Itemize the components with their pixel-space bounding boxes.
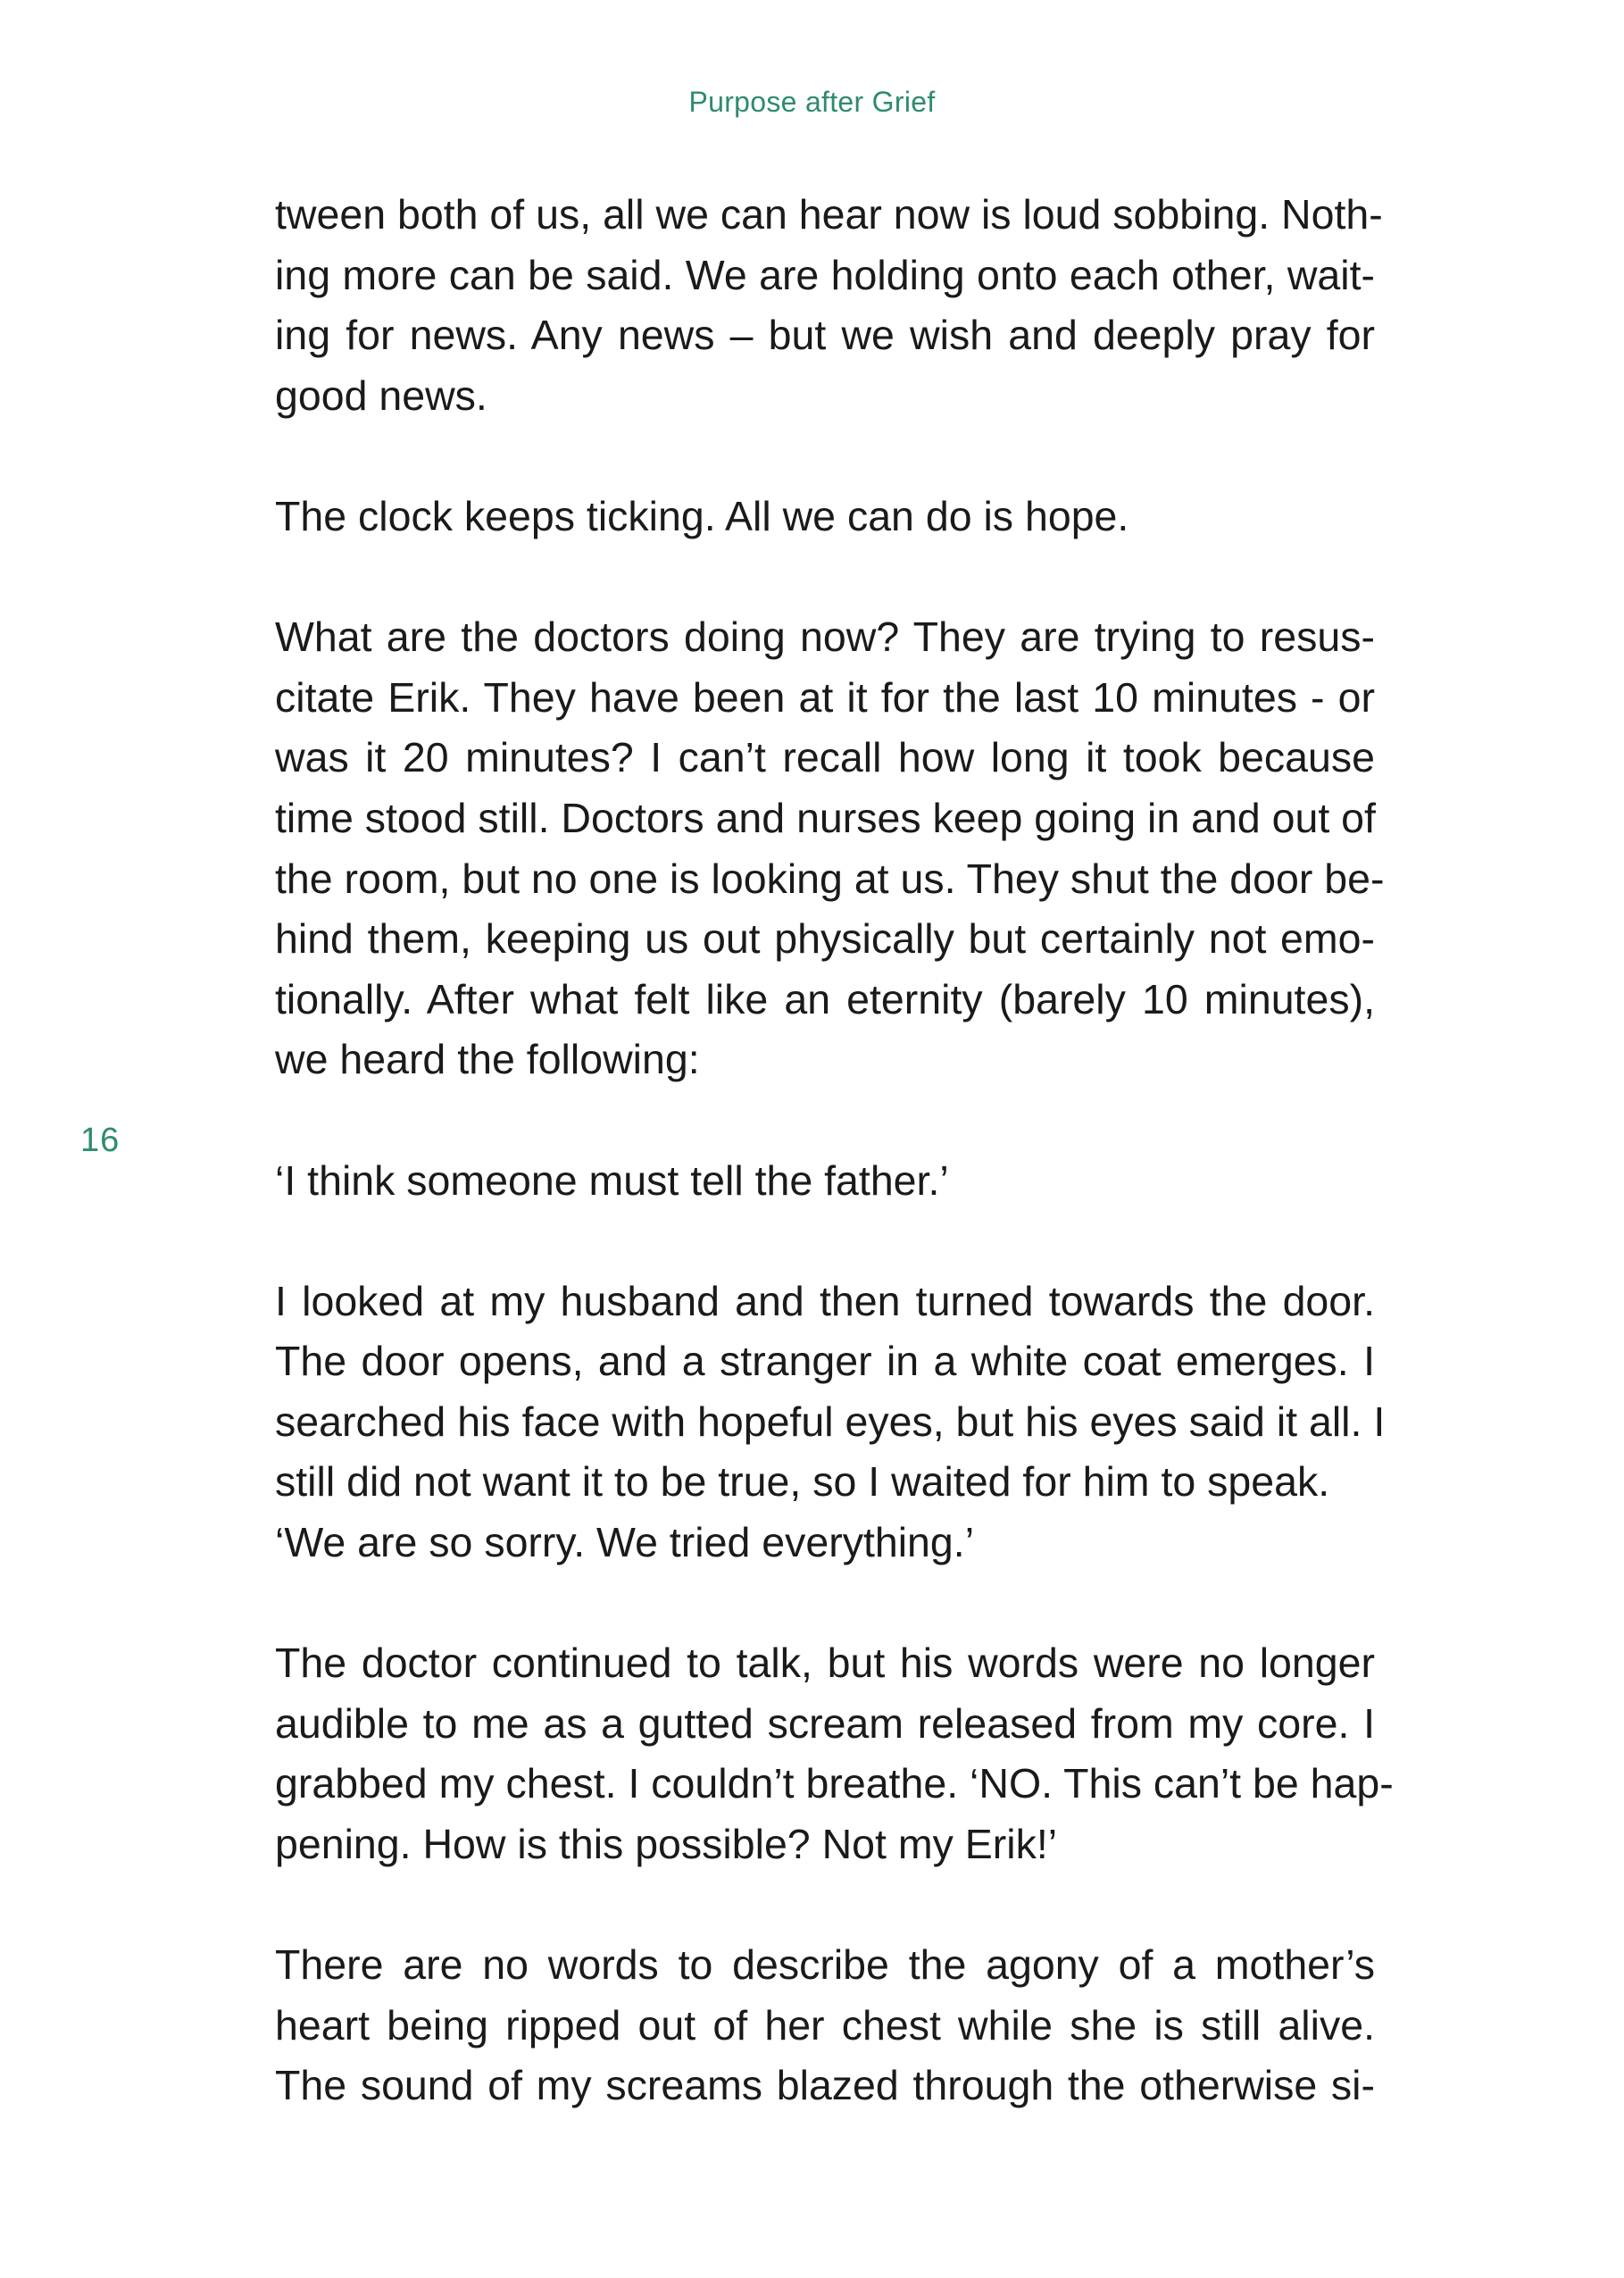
paragraph-7 bbox=[275, 1935, 1375, 2116]
text-line: There are no words to describe the agony of a mother’s bbox=[275, 1941, 1375, 1989]
paragraph-1 bbox=[275, 185, 1383, 426]
text-line: The sound of my screams blazed through the otherwise si- bbox=[275, 2062, 1375, 2109]
paragraph-4 bbox=[275, 1151, 1375, 1212]
text-line: good news. bbox=[275, 371, 487, 419]
text-line: the room, but no one is looking at us. They shut the door be- bbox=[275, 855, 1385, 902]
text-line: time stood still. Doctors and nurses keep going in and out of bbox=[275, 794, 1376, 841]
text-line: ‘I think someone must tell the father.’ bbox=[275, 1156, 949, 1204]
text-line: ing for news. Any news – but we wish and deeply pray for bbox=[275, 312, 1375, 359]
text-line: was it 20 minutes? I can’t recall how long it took because bbox=[275, 734, 1375, 781]
running-head: Purpose after Grief bbox=[688, 86, 936, 118]
body-text bbox=[275, 185, 1394, 2177]
text-line: searched his face with hopeful eyes, but his eyes said it all. I bbox=[275, 1398, 1386, 1445]
text-line: hind them, keeping us out physically but certainly not emo- bbox=[275, 915, 1375, 963]
text-line: heart being ripped out of her chest while she is still alive. bbox=[275, 2001, 1375, 2049]
text-line: The door opens, and a stranger in a white coat emerges. I bbox=[275, 1338, 1375, 1385]
text-line: still did not want it to be true, so I waited for him to speak. bbox=[275, 1458, 1330, 1506]
text-line: pening. How is this possible? Not my Erik!’ bbox=[275, 1821, 1058, 1868]
text-line: audible to me as a gutted scream released from my core. I bbox=[275, 1699, 1375, 1747]
text-line: citate Erik. They have been at it for the last 10 minutes - or bbox=[275, 673, 1375, 721]
text-line: tionally. After what felt like an eternity (barely 10 minutes), bbox=[275, 975, 1375, 1022]
text-line: What are the doctors doing now? They are trying to resus- bbox=[275, 613, 1375, 661]
text-line: The clock keeps ticking. All we can do is hope. bbox=[275, 492, 1129, 539]
paragraph-6 bbox=[275, 1633, 1394, 1874]
text-line: grabbed my chest. I couldn’t breathe. ‘NO. This can’t be hap- bbox=[275, 1760, 1394, 1807]
text-line: The doctor continued to talk, but his words were no longer bbox=[275, 1640, 1375, 1687]
text-line: we heard the following: bbox=[275, 1036, 700, 1083]
text-line: tween both of us, all we can hear now is loud sobbing. Noth- bbox=[275, 191, 1383, 238]
paragraph-2 bbox=[275, 487, 1375, 547]
text-line: ing more can be said. We are holding onto each other, wait- bbox=[275, 251, 1375, 298]
page-number: 16 bbox=[80, 1122, 121, 1159]
paragraph-5 bbox=[275, 1272, 1386, 1573]
text-line: ‘We are so sorry. We tried everything.’ bbox=[275, 1519, 975, 1566]
text-line: I looked at my husband and then turned towards the door. bbox=[275, 1277, 1375, 1324]
paragraph-3 bbox=[275, 607, 1385, 1090]
